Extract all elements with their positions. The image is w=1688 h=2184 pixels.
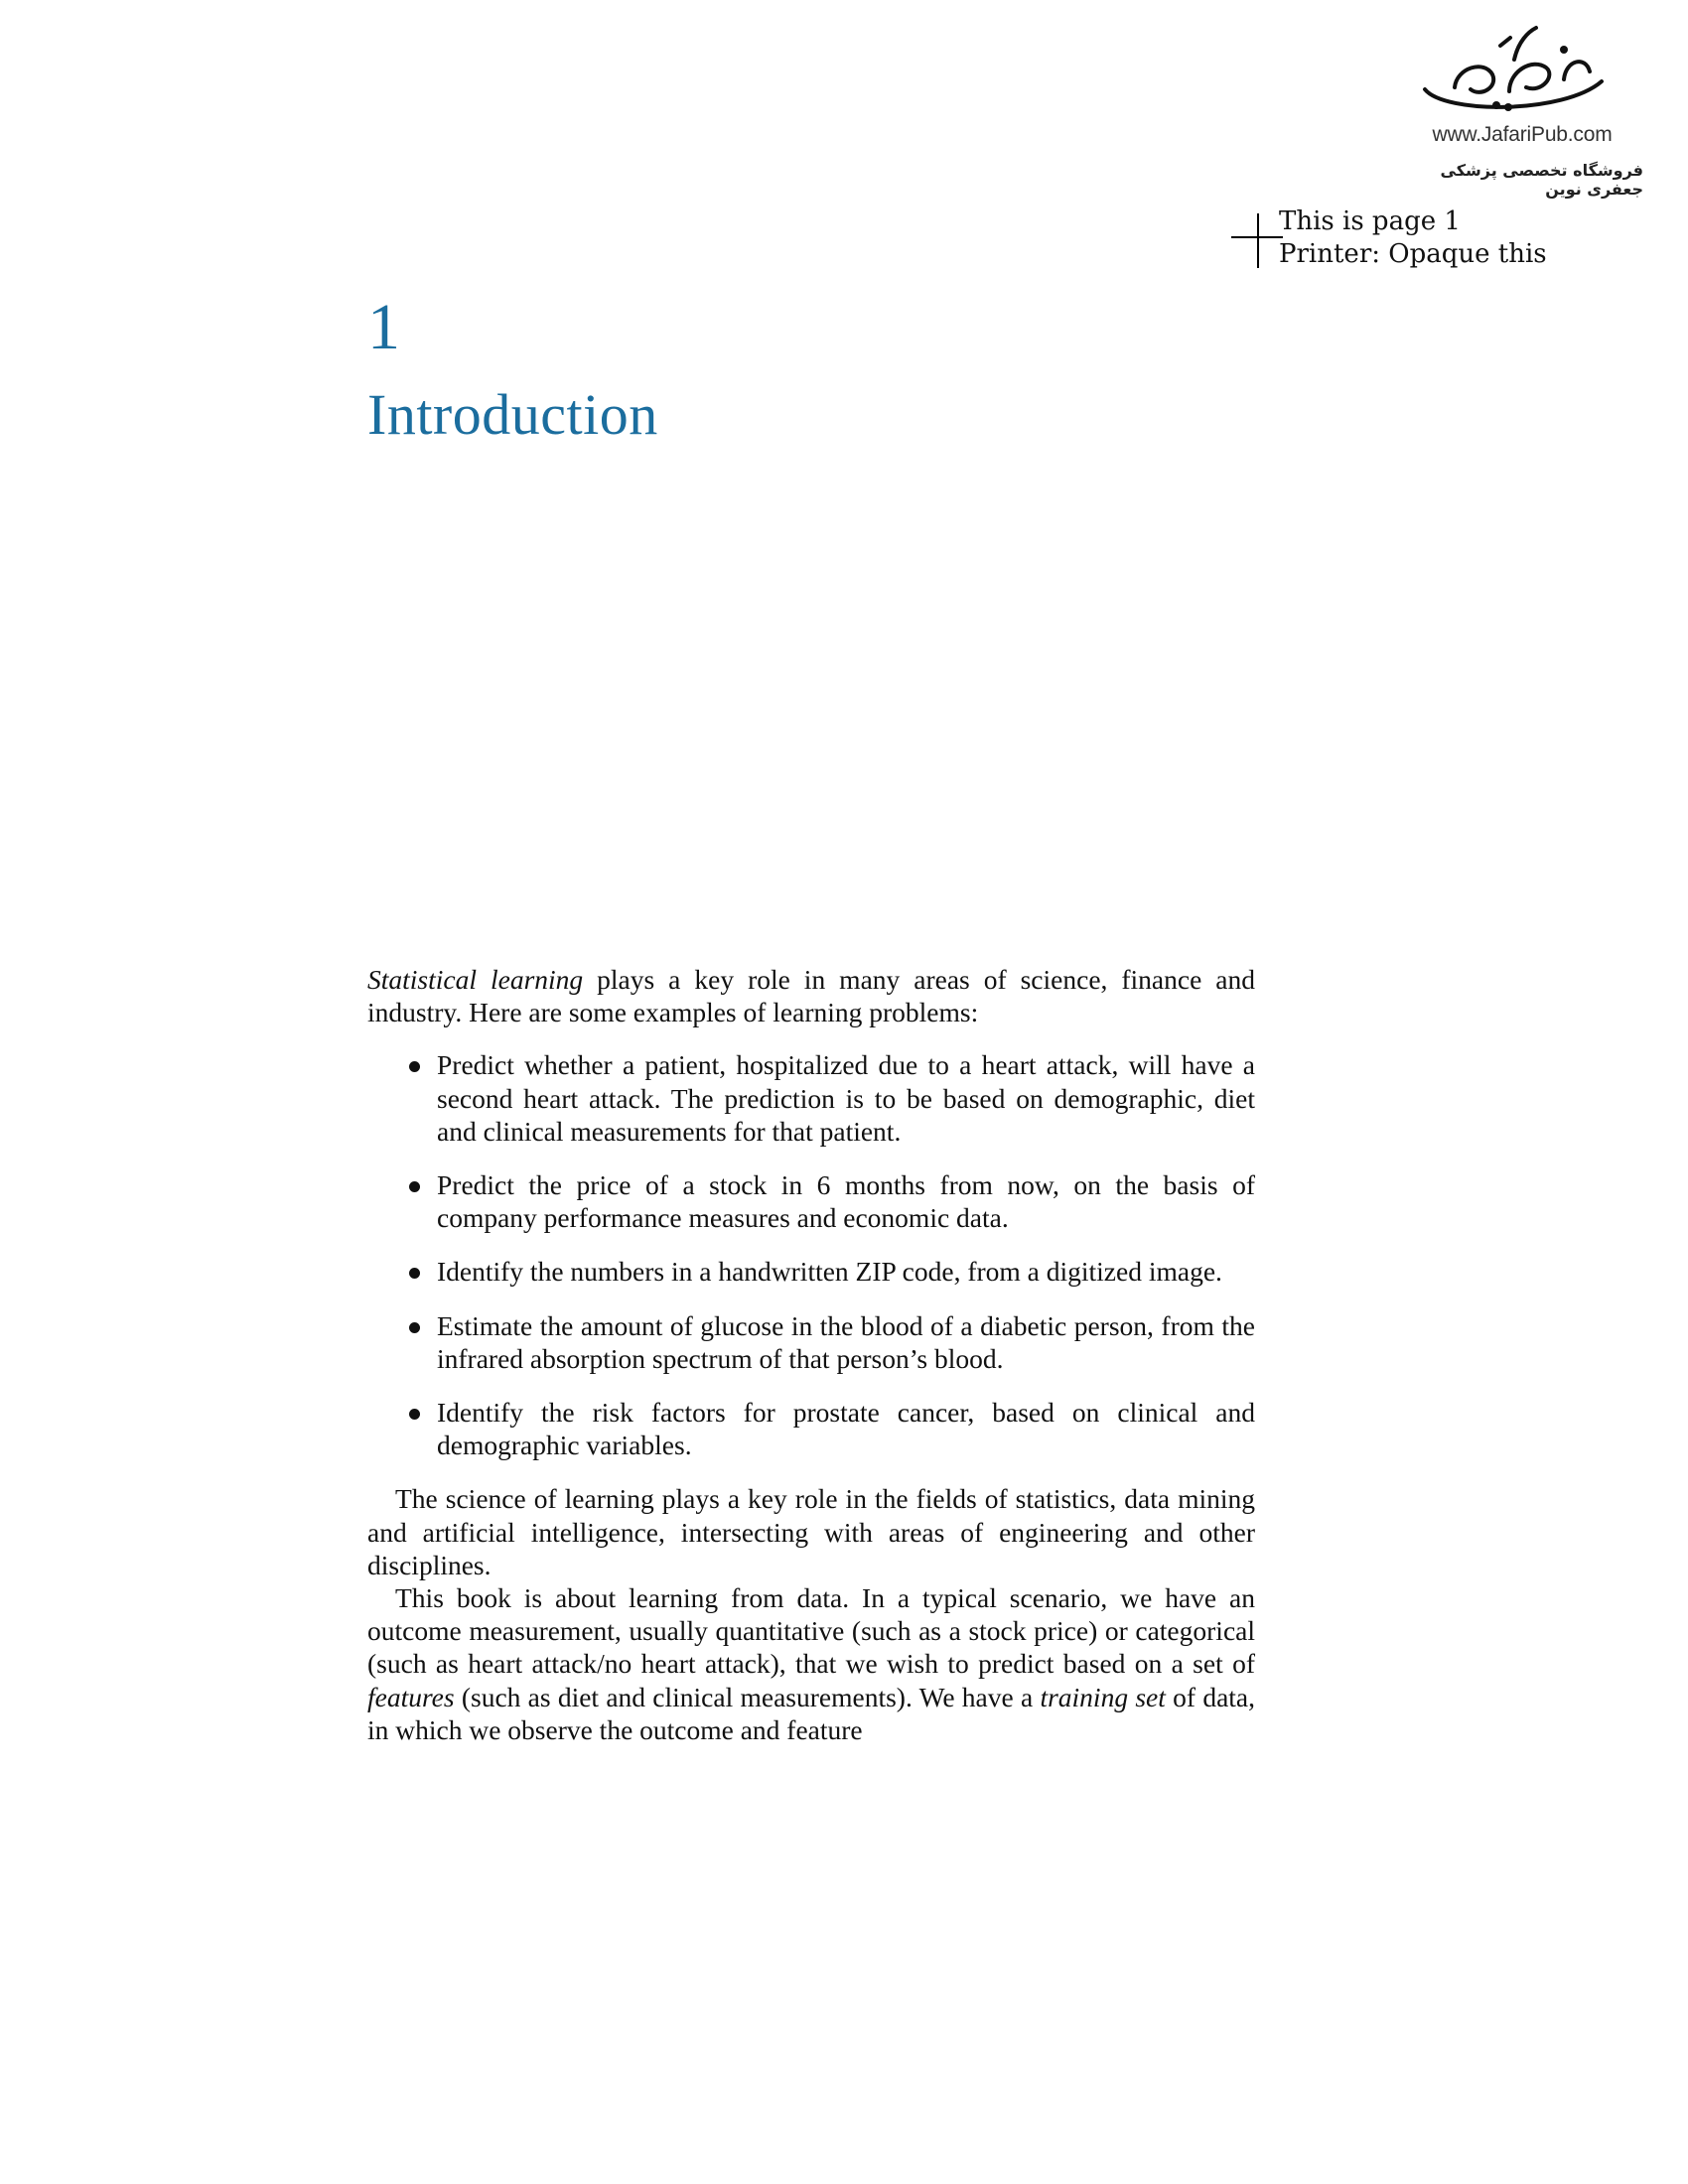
- list-item: [367, 1255, 1255, 1288]
- bullet-icon: [409, 1061, 420, 1072]
- logo-tagline: فروشگاه تخصصی پزشکی جعفری نوین: [1440, 161, 1643, 199]
- bullet-icon: [409, 1322, 420, 1333]
- list-item: [367, 1048, 1255, 1148]
- logo-url: www.JafariPub.com: [1432, 123, 1613, 146]
- bullet-icon: [409, 1181, 420, 1192]
- chapter-number: 1: [367, 291, 400, 363]
- paragraph-science: The science of learning plays a key role in the fields of statistics, data mining and artificial intelligence, intersecting with areas of engineering and other disciplines.: [367, 1483, 1255, 1580]
- list-item-text: Identify the numbers in a handwritten ZIP code, from a digitized image.: [437, 1256, 1222, 1288]
- printer-note: [1279, 205, 1547, 271]
- list-item-text: Predict the price of a stock in 6 months from now, on the basis of company performance measures and economic data.: [437, 1169, 1255, 1234]
- body-text: [367, 963, 1255, 1746]
- list-item-text: Estimate the amount of glucose in the blood of a diabetic person, from the infrared absorption spectrum of that person’s blood.: [437, 1309, 1255, 1374]
- examples-list: [367, 1048, 1255, 1461]
- paragraph-book: [367, 1581, 1255, 1746]
- crop-mark-vertical: [1257, 213, 1259, 268]
- bullet-icon: [409, 1268, 420, 1279]
- jafari-pub-logo-icon: [1415, 20, 1614, 124]
- list-item: [367, 1309, 1255, 1375]
- list-item-text: Predict whether a patient, hospitalized due to a heart attack, will have a second heart attack. The prediction is to be based on demographic, diet and clinical measurements for that patient.: [437, 1049, 1255, 1147]
- bullet-icon: [409, 1409, 420, 1420]
- term-training-set: training set: [1040, 1681, 1166, 1712]
- list-item: [367, 1396, 1255, 1461]
- term-features: features: [367, 1681, 455, 1712]
- paragraph-book-text-1: This book is about learning from data. In a typical scenario, we have an outcome measurement, usually quantitative (such as a stock price) or categorical (such as heart attack/no heart attack), that we wish to predict based on a set of: [367, 1582, 1255, 1680]
- list-item: [367, 1168, 1255, 1234]
- publisher-logo: [1385, 20, 1653, 199]
- chapter-title: Introduction: [367, 382, 658, 447]
- intro-paragraph: [367, 963, 1255, 1028]
- printer-line: Printer: Opaque this: [1279, 239, 1547, 269]
- intro-text: plays a key role in many areas of science, finance and industry. Here are some examples of learning problems:: [367, 964, 1255, 1028]
- paragraph-book-text-3: of data, in which we observe the outcome and feature: [367, 1681, 1255, 1745]
- page-note: This is page 1: [1279, 206, 1461, 236]
- intro-term: Statistical learning: [367, 964, 584, 995]
- paragraph-book-text-2: (such as diet and clinical measurements). We have a: [454, 1681, 1041, 1712]
- list-item-text: Identify the risk factors for prostate cancer, based on clinical and demographic variables.: [437, 1397, 1255, 1461]
